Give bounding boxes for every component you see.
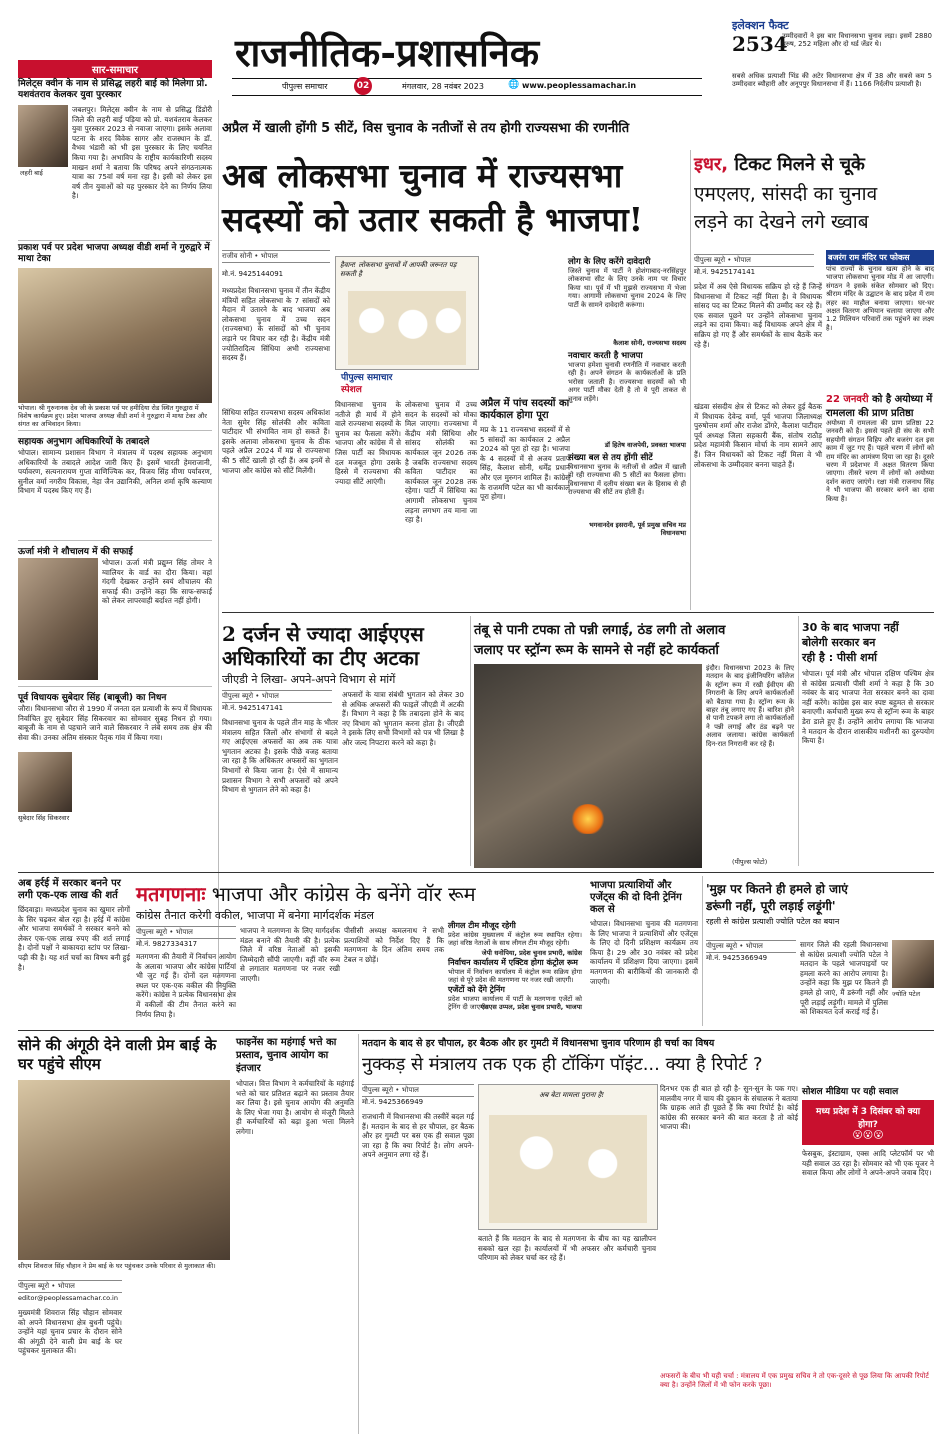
gurudwara-photo — [18, 268, 212, 403]
quotes-column — [568, 256, 686, 606]
ias-byline — [222, 690, 332, 703]
brief-headline-1: मिलेट्स क्वीन के नाम से प्रसिद्ध लहरी बाई को मिलेगा प्रो. यशवंतराव केलकर युवा पुरस्कार — [18, 79, 208, 100]
harrai-body: छिंदवाड़ा। मध्यप्रदेश चुनाव का खुमार लोगों के सिर चढ़कर बोल रहा है। हर्रई में कांग्रेस और भाजपा समर्थकों ने सरकार बनने को लेकर एक-एक लाख रुपए की शर्त लगाई है। दोनों पक्षों ने बाकायदा स्टांप पर लिखा-पढ़ी की है। यह शर्त चर्चा का विषय बनी हुई है। — [18, 905, 130, 972]
social-body: फेसबुक, इंस्टाग्राम, एक्स आदि प्लेटफॉर्म पर भी यही सवाल उठ रहा है। सोमवार को भी एक यूजर ने सवाल किया और लोगों ने अपने-अपने जवाब दिए। — [802, 1149, 934, 1178]
quote-name-1: कैलाश सोनी, राज्यसभा सदस्य — [613, 339, 686, 347]
matganana-mobile: मो.नं. 9827334317 — [136, 940, 198, 948]
ias-sub: जीएडी ने लिखा- अपने-अपने विभाग से मांगें — [222, 673, 396, 686]
ring-reporter: पीपुल्स ब्यूरो • भोपाल — [18, 1282, 75, 1290]
ias-head-2: अधिकारियों का टीए अटका — [222, 646, 420, 670]
cartoon-figures — [348, 291, 466, 365]
ram-date-line — [826, 391, 934, 405]
quote-name-3: भगवानदेव इसरानी, पूर्व प्रमुख सचिव मप्र विधानसभा — [589, 521, 686, 537]
idhar-head-2: एमएलए, सांसदी का चुनाव — [694, 183, 878, 205]
chaupal-byline — [362, 1084, 474, 1097]
lead-mobile: मो.नं. 9425144091 — [222, 270, 284, 278]
chaupal-story — [362, 1036, 934, 1436]
idhar-head-3: लड़ने का देखने लगे ख्वाब — [694, 211, 869, 233]
ias-mobile: मो.नं. 9425147141 — [222, 704, 284, 712]
tent-head-2: जलाए पर स्ट्रॉन्ग रूम के सामने से नहीं हटे कार्यकर्ता — [474, 643, 719, 658]
da-head: फाइनेंस का महंगाई भत्ते का प्रस्ताव, चुनाव आयोग का इंतजार — [236, 1037, 337, 1074]
ram-date: 22 जनवरी — [826, 394, 869, 405]
legal-team-name: जेपी धनोपिया, प्रदेश चुनाव प्रभारी, कांग्रेस — [481, 949, 582, 957]
matganana-para-3: पीसीसी अध्यक्ष कमलनाथ ने सभी प्रत्याशियों को निर्देश दिए हैं कि मतगणना के दिन अंतिम समय तक टेबल न छोड़ें। — [344, 926, 444, 964]
idhar-story — [694, 152, 934, 612]
chaupal-right: दिनभर एक ही बात हो रही है- सुन-सुन के पक गए। मालवीय नगर में चाय की दुकान के संचालक ने बताया कि ग्राहक आते ही पूछते हैं कि क्या रिपोर्ट है। कोई कांग्रेस की सरकार बनने की बात करता है तो कोई भाजपा की। — [660, 1084, 798, 1132]
pc-head-2: बोलेगी सरकार बन — [802, 636, 876, 649]
election-fact — [732, 18, 932, 110]
harrai-story — [18, 878, 130, 1018]
agents-training-name: एसएस उप्पल, प्रदेश चुनाव प्रभारी, भाजपा — [480, 1003, 582, 1011]
brief-body-5-top: जौरा। विधानसभा जौरा से 1990 में जनता दल प्रत्याशी के रूप में विधायक निर्वाचित हुए सुबेदार सिंह सिकरवार का सोमवार सुबह निधन हो गया। बाबूजी के नाम से पहचाने जाने वाले सिकरवार ने लंबे समय तक क्षेत्र की सेवा की। उनका अंतिम संस्कार पैतृक गांव में किया गया। — [18, 704, 212, 742]
jyoti-body: सागर जिले की रहली विधानसभा से कांग्रेस प्रत्याशी ज्योति पटेल ने मतदान के पहले भाजपाइयों पर हमला करने का आरोप लगाया है। उन्होंने कहा कि मुझ पर कितने ही हमले हो जाएं, मैं डरूंगी नहीं और पूरी लड़ाई लड़ूंगी। मामले में पुलिस को शिकायत दर्ज कराई गई है। — [800, 940, 888, 1017]
ring-caption: सीएम शिवराज सिंह चौहान ने प्रेम बाई के घर पहुंचकर उनके परिवार से मुलाकात की। — [18, 1262, 216, 1270]
matganana-story — [136, 880, 586, 1025]
ias-para-1: विधानसभा चुनाव के पहले तीन माह के भीतर मंत्रालय सहित जिलों और संभागों से बदले गए आईएएस अफसरों का अब तक यात्रा भुगतान अटका है। इसके पीछे वजह बताया जा रहा है कि अधिकतर अफसरों का भुगतान विभागों से किया जाना है। ऐसे में सामान्य प्रशासन विभाग ने सभी अफसरों को अपने विभाग से भुगतान लेने को कहा है। — [222, 718, 338, 795]
training-body: भोपाल। विधानसभा चुनाव की मतगणना के लिए भाजपा ने प्रत्याशियों और एजेंट्स के लिए दो दिनी प्रशिक्षण कार्यक्रम तय किया है। 29 और 30 नवंबर को प्रदेश कार्यालय में प्रशिक्षण दिया जाएगा। इसमें मतगणना की बारीकियों की जानकारी दी जाएगी। — [590, 919, 698, 986]
brief-headline-5: पूर्व विधायक सुबेदार सिंह (बाबूजी) का निधन — [18, 693, 167, 703]
da-story — [236, 1036, 354, 1436]
idhar-word: इधर, — [694, 154, 729, 175]
ring-photo — [18, 1080, 230, 1260]
ias-para-2: अफसरों के यात्रा संबंधी भुगतान को लेकर 30 से अधिक अफसरों की फाइलें जीएडी में अटकी हैं। विभाग ने कहा है कि तबादला होने के बाद नए विभाग को भुगतान करना होता है। जीएडी ने इसके लिए सभी विभागों को पत्र भी लिखा है और जल्द निपटारा करने को कहा है। — [342, 690, 464, 747]
control-room-head: निर्वाचन कार्यालय में एक्टिव होगा कंट्रोल रूम — [448, 958, 578, 967]
lead-para-2: सिंधिया सहित राज्यसभा सदस्य अधिकांश नेता सुमेर सिंह सोलंकी और कविता पाटीदार भी संभावित नाम हो सकते हैं। इसके अलावा लोकसभा चुनाव के ठीक पहले अप्रैल 2024 में मप्र से राज्यसभा की 5 सीटें खाली हो रही हैं। अब इनमें से भाजपा और कांग्रेस को सीटें मिलेंगी। — [222, 408, 330, 475]
paper-name: पीपुल्स समाचार — [282, 82, 328, 91]
energy-minister-photo — [18, 558, 98, 680]
idhar-mobile: मो.नं. 9425174141 — [694, 268, 756, 276]
emoji-icons: 😮😮😮 — [852, 1130, 884, 1141]
matganana-para-1: मतगणना की तैयारी में निर्वाचन आयोग के अलावा भाजपा और कांग्रेस पार्टियां भी जुट गई हैं। दोनों दल मतगणना स्थल पर एक-एक वकील की नियुक्ति करेंगे। कांग्रेस ने प्रत्येक विधानसभा क्षेत्र में वकीलों की टीम तैनात करने का निर्णय लिया है। — [136, 952, 236, 1019]
gurudwara-caption: भोपाल। श्री गुरुनानक देव जी के प्रकाश पर्व पर हमीदिया रोड स्थित गुरुद्वारा में विशेष कार्यक्रम हुए। प्रदेश भाजपा अध्यक्ष वीडी शर्मा ने गुरुद्वारा में माथा टेका और संगत का अभिवादन किया। — [18, 404, 207, 428]
quote-name-2: डॉ हितेष वाजपेयी, प्रवक्ता भाजपा — [604, 441, 686, 449]
pc-sharma-story — [802, 620, 934, 870]
jyoti-photo — [892, 940, 934, 988]
idhar-head-1-rest: टिकट मिलने से चूके — [734, 154, 865, 175]
lead-para-4: लोकसभा चुनाव में उच्च सदन के सदस्यों को मौका मिल जाएगा। राज्यसभा में केंद्रीय मंत्री सिंधिया और सांसद सोलंकी का कार्यकाल जून 2026 तक है जबकि राज्यसभा सदस्य कविता पाटीदार का कार्यकाल जून 2028 तक रहेगा। पार्टी में सिंधिया का आगामी लोकसभा चुनाव लड़ना लगभग तय माना जा रहा है। — [405, 400, 477, 525]
lahri-bai-photo — [18, 105, 68, 167]
chaupal-reporter: पीपुल्स ब्यूरो • भोपाल — [362, 1086, 419, 1094]
brief-body-4: भोपाल। ऊर्जा मंत्री प्रद्युम्न सिंह तोमर ने ग्वालियर के वार्ड का दौरा किया। वहां गंदगी देखकर उन्होंने स्वयं शौचालय की सफाई की। उन्होंने कहा कि साफ-सफाई को लेकर लापरवाही बर्दाश्त नहीं होगी। — [102, 558, 212, 606]
ram-box-head: बजरंग राम मंदिर पर फोकस — [826, 250, 934, 265]
matganana-headline: भाजपा और कांग्रेस के बनेंगे वॉर रूम — [211, 882, 476, 906]
social-box — [802, 1084, 934, 1368]
social-question — [802, 1100, 934, 1145]
ram-body: अयोध्या में रामलला की प्राण प्रतिष्ठा 22 जनवरी को है। इससे पहले ही संघ के सभी सहयोगी संगठन विहिप और बजरंग दल इस काम में जुट गए हैं। पहले चरण में लोगों को राम मंदिर का आमंत्रण दिया जा रहा है। दूसरे चरण में प्रदेशभर में अक्षत वितरण किया जाएगा। तीसरे चरण में लोगों को अयोध्या दर्शन कराए जाएंगे। रक्षा मंत्री राजनाथ सिंह ने भी भाजपा की सरकार बनने का दावा किया है। — [826, 419, 934, 503]
election-fact-number: 2534 — [732, 32, 788, 56]
ias-story — [222, 620, 464, 870]
ias-reporter: पीपुल्स ब्यूरो • भोपाल — [222, 692, 279, 700]
jyoti-head-1: 'मुझ पर कितने ही हमले हो जाएं — [706, 882, 848, 896]
social-question-text: मध्य प्रदेश में 3 दिसंबर को क्या होगा? — [815, 1107, 921, 1130]
tent-photo — [474, 664, 702, 868]
pc-body: भोपाल। पूर्व मंत्री और भोपाल दक्षिण पश्चिम क्षेत्र से कांग्रेस प्रत्याशी पीसी शर्मा ने कहा है कि 30 नवंबर के बाद भाजपा नेता सरकार बनने का दावा नहीं करेंगे। कांग्रेस इस बार स्पष्ट बहुमत से सरकार बनाएगी। कर्मचारी मुख्य रूप से स्ट्रॉन्ग रूम के बाहर डेरा डाले हुए हैं। उन्होंने आरोप लगाया कि भाजपा ने मतदान के दौरान शासकीय मशीनरी का दुरुपयोग किया है। — [802, 669, 934, 746]
ring-body: मुख्यमंत्री शिवराज सिंह चौहान सोमवार को अपने विधानसभा क्षेत्र बुधनी पहुंचे। उन्होंने यहां चुनाव प्रचार के दौरान सोने की अंगूठी देने वाली प्रेम बाई के घर पहुंचकर मुलाकात की। — [18, 1308, 122, 1356]
chaupal-mid: बताते हैं कि मतदान के बाद से मतगणना के बीच का यह खालीपन सबको खल रहा है। कार्यालयों में भी अफसर और कर्मचारी चुनाव परिणाम को लेकर चर्चा कर रहे हैं। — [478, 1234, 656, 1263]
pc-head-1: 30 के बाद भाजपा नहीं — [802, 621, 899, 634]
lead-para-1: मध्यप्रदेश विधानसभा चुनाव में तीन केंद्रीय मंत्रियों सहित लोकसभा के 7 सांसदों को मैदान में उतारने के बाद भाजपा अब लोकसभा चुनाव में उच्च सदन (राज्यसभा) के सांसदों को भी चुनाव लड़ाने पर विचार कर रही है। केंद्रीय मंत्री ज्योतिरादित्य सिंधिया अभी राज्यसभा सदस्य हैं। — [222, 286, 330, 363]
website[interactable]: www.peoplessamachar.in — [522, 81, 637, 90]
jyoti-sub: रहली से कांग्रेस प्रत्याशी ज्योति पटेल का बयान — [706, 917, 840, 926]
jyoti-byline — [706, 940, 796, 953]
matganana-head-line — [136, 880, 586, 907]
lead-headline-1: अब लोकसभा चुनाव में राज्यसभा — [222, 156, 623, 195]
april-head: अप्रैल में पांच सदस्यों का कार्यकाल होगा पूरा — [480, 398, 570, 421]
idhar-head-1 — [694, 152, 934, 176]
social-head: सोशल मीडिया पर यही सवाल — [802, 1087, 899, 1097]
sar-samachar-label: सार-समाचार — [18, 60, 212, 78]
ram-mandir-box — [826, 250, 934, 610]
quote-body-2: भाजपा हमेशा चुनावी रणनीति में नवाचार करती रही है। अपने संगठन के कार्यकर्ताओं के प्रति भरोसा जताती है। राज्यसभा सदस्यों को भी अगर पार्टी मौका देती है तो वे पूरी ताकत से चुनाव लड़ेंगे। — [568, 361, 686, 403]
lead-byline — [222, 250, 330, 263]
election-fact-label: इलेक्शन फैक्ट — [732, 19, 789, 32]
quote-head-1: लोग के लिए करेंगे दावेदारी — [568, 257, 651, 267]
sar-samachar — [18, 60, 212, 1010]
quote-head-3: संख्या बल से तय होंगी सीटें — [568, 453, 653, 463]
pc-head-3: रही है : पीसी शर्मा — [802, 651, 878, 664]
special-label — [335, 370, 477, 396]
special-tag: स्पेशल — [341, 385, 362, 395]
brief-headline-4: ऊर्जा मंत्री ने शौचालय में की सफाई — [18, 547, 133, 557]
ring-email[interactable]: editor@peoplessamachar.co.in — [18, 1294, 118, 1302]
matganana-para-2: भाजपा ने मतगणना के लिए मार्गदर्शक मंडल बनाने की तैयारी की है। प्रत्येक जिले में वरिष्ठ नेताओं को इसकी जिम्मेदारी सौंपी जाएगी। वहीं वॉर रूम से लगातार मतगणना पर नजर रखी जाएगी। — [240, 926, 340, 983]
matganana-side — [448, 920, 582, 1024]
lead-reporter: राजीव सोनी • भोपाल — [222, 252, 278, 260]
lead-kicker: अप्रैल में खाली होंगी 5 सीटें, विस चुनाव के नतीजों से तय होगी राज्यसभा की रणनीति — [222, 121, 630, 136]
jyoti-caption: ज्योति पटेल — [892, 990, 921, 998]
jyoti-head-2: डरूंगी नहीं, पूरी लड़ाई लड़ूंगी' — [706, 899, 836, 913]
ring-head: सोने की अंगूठी देने वाली प्रेम बाई के घर पहुंचे सीएम — [18, 1036, 217, 1073]
control-room-body: भोपाल में निर्वाचन कार्यालय में कंट्रोल रूम सक्रिय होगा जहां से पूरे प्रदेश की मतगणना पर नजर रखी जाएगी। — [448, 968, 582, 984]
lead-headline-2: सदस्यों को उतार सकती है भाजपा! — [222, 200, 644, 239]
da-body: भोपाल। वित्त विभाग ने कर्मचारियों के महंगाई भत्ते को चार प्रतिशत बढ़ाने का प्रस्ताव तैयार कर लिया है। इसे चुनाव आयोग की अनुमति के लिए भेजा गया है। आयोग से मंजूरी मिलते ही कर्मचारियों को बढ़ा हुआ भत्ता मिलने लगेगा। — [236, 1079, 354, 1136]
page-number: 02 — [354, 77, 372, 95]
date: मंगलवार, 28 नवंबर 2023 — [402, 82, 484, 91]
tent-body: इंदौर। विधानसभा 2023 के लिए मतदान के बाद इंजीनियरिंग कॉलेज के स्ट्रॉन्ग रूम में रखी ईवीएम की निगरानी के लिए अपने कार्यकर्ताओं को बैठाया गया है। स्ट्रॉन्ग रूम के बाहर तंबू लगाए गए हैं। बारिश होने से पानी टपकने लगा तो कार्यकर्ताओं ने पन्नी लगाई और ठंड बढ़ने पर अलाव जलाया। कांग्रेस कार्यकर्ता दिन-रात निगरानी कर रहे हैं। — [706, 664, 794, 748]
chaupal-body: राजधानी में विधानसभा की तस्वीरें बदल गई हैं। मतदान के बाद से हर चौपाल, हर बैठक और हर गुमटी पर बस एक ही सवाल पूछा जा रहा है कि क्या रिपोर्ट है। लोग अपने-अपने अनुमान लगा रहे हैं। — [362, 1112, 474, 1160]
masthead-title: राजनीतिक-प्रशासनिक — [235, 30, 540, 75]
special-paper: पीपुल्स समाचार — [341, 373, 393, 383]
matganana-kicker: मतगणनाः — [136, 882, 206, 906]
chaupal-kicker: मतदान के बाद से हर चौपाल, हर बैठक और हर गुमटी में विधानसभा चुनाव परिणाम ही चर्चा का विषय — [362, 1038, 715, 1049]
subedar-singh-caption: सुबेदार सिंह सिकरवार — [18, 814, 70, 822]
lead-para-3: विधानसभा चुनाव के नतीजे ही मार्च में होने वाले राज्यसभा सदस्यों के चुनाव का फैसला करेंगे। भाजपा और कांग्रेस में से जिस पार्टी का विधायक दल मजबूत होगा उसके हिस्से में राज्यसभा की ज्यादा सीटें आएंगी। — [335, 400, 401, 486]
quote-head-2: नवाचार करती है भाजपा — [568, 351, 643, 361]
masthead-strip — [232, 78, 702, 96]
agents-training-body: प्रदेश भाजपा कार्यालय में पार्टी के मतगणना एजेंटों को ट्रेनिंग दी जाएगी। — [448, 995, 582, 1011]
cartoon-bubble: हैवान! लोकसभा चुनावों में आपकी जरूरत पड़ सकती है — [340, 261, 457, 278]
subedar-singh-photo — [18, 752, 72, 812]
matganana-sub: कांग्रेस तैनात करेगी वकील, भाजपा में बनेगा मार्गदर्शक मंडल — [136, 909, 374, 922]
election-fact-text: उम्मीदवारों ने इस बार विधानसभा चुनाव लड़ा। इसमें 2880 पुरुष, 252 महिला और दो थर्ड जेंडर थे। — [782, 32, 932, 49]
april-body: मप्र के 11 राज्यसभा सदस्यों में से 5 सांसदों का कार्यकाल 2 अप्रैल 2024 को पूरा हो रहा है। भाजपा के 4 सदस्यों में से अजय प्रताप सिंह, कैलाश सोनी, धर्मेंद्र प्रधान और एल मुरुगन शामिल हैं। कांग्रेस के राजमणि पटेल का भी कार्यकाल पूरा होगा। — [480, 425, 570, 502]
quote-body-1: जिस्ते चुनाव में पार्टी ने होशंगाबाद-नरसिंहपुर लोकसभा सीट के लिए उनके नाम पर विचार किया था। पूर्व में भी मुझसे राज्यसभा में भेजा गया। आगामी लोकसभा चुनाव 2024 के लिए पार्टी के सामने दावेदारी करूंगा। — [568, 267, 686, 309]
chaupal-headline: नुक्कड़ से मंत्रालय तक एक ही टॉकिंग पॉइंट... क्या है रिपोर्ट ? — [362, 1054, 763, 1075]
cartoon — [335, 256, 479, 370]
chaupal-mobile: मो.नं. 9425366949 — [362, 1098, 424, 1106]
jyoti-reporter: पीपुल्स ब्यूरो • भोपाल — [706, 942, 763, 950]
tent-credit: (पीपुल्स फोटो) — [732, 858, 768, 866]
lahri-bai-caption: लहरी बाई — [20, 169, 43, 177]
idhar-reporter: पीपुल्स ब्यूरो • भोपाल — [694, 256, 751, 264]
chaupal-cartoon — [478, 1084, 658, 1230]
ram-date-rest: को है अयोध्या में — [872, 394, 933, 405]
legal-team-body: प्रदेश कांग्रेस मुख्यालय में कंट्रोल रूम स्थापित रहेगा। जहां वरिष्ठ नेताओं के साथ लीगल टीम मौजूद रहेगी। — [448, 931, 582, 947]
matganana-byline — [136, 926, 236, 939]
globe-icon: 🌐 — [508, 80, 520, 90]
chaupal-cartoon-bubble: अब बेटा मामला पुराना है! — [539, 1091, 605, 1099]
ram-box-body: पांच राज्यों के चुनाव खत्म होने के बाद भाजपा लोकसभा चुनाव मोड में आ जाएगी। संगठन ने इसके संकेत सोमवार को दिए। श्रीराम मंदिर के उद्घाटन के बाद प्रदेश में राम लहर का माहौल बनाया जाएगा। घर-घर अक्षत वितरण अभियान चलाया जाएगा और 1.2 मिलियन परिवारों तक पहुंचने का लक्ष्य है। — [826, 265, 934, 332]
training-head: भाजपा प्रत्याशियों और एजेंट्स की दो दिनी ट्रेनिंग कल से — [590, 880, 682, 915]
chaupal-footer: अफसरों के बीच भी यही चर्चा : मंत्रालय में एक प्रमुख सचिव ने तो एक-दूसरे से पूछ लिया कि आपकी रिपोर्ट क्या है। उन्होंने जिलों में भी फोन करके पूछा। — [660, 1372, 929, 1389]
ram-head: रामलला की प्राण प्रतिष्ठा — [826, 408, 914, 419]
idhar-para-2: खंडवा संसदीय क्षेत्र से टिकट को लेकर हुई बैठक में विधायक देवेन्द्र वर्मा, पूर्व भाजपा जिलाध्यक्ष पुरुषोत्तम शर्मा और राजेश डोंगरे, कैलाश पाटीदार पूर्व अध्यक्ष जिला सहकारी बैंक, संतोष राठौड़ प्रदेश महामंत्री किसान मोर्चा के नाम सामने आए हैं। जिन विधायकों को टिकट नहीं मिला वे भी लोकसभा के उम्मीदवार बनना चाहते हैं। — [694, 402, 822, 469]
election-fact-text-2: सबसे अधिक प्रत्याशी भिंड की अटेर विधानसभा क्षेत्र में 38 और सबसे कम 5 उम्मीदवार ब्यौहारी और अनूपपुर विधानसभा में हैं। 1166 निर्दलीय प्रत्याशी है। — [732, 72, 932, 89]
april-box — [480, 398, 570, 594]
tent-head-1: तंबू से पानी टपका तो पन्नी लगाई, ठंड लगी तो अलाव — [474, 623, 726, 638]
ring-story — [18, 1036, 230, 1436]
idhar-para-1: प्रदेश में अब ऐसे विधायक सक्रिय हो रहे हैं जिन्हें विधानसभा में टिकट नहीं मिला है। वे विधायक सांसद पद का टिकट मिलने की उम्मीद कर रहे हैं। एक सवाल पूछने पर उन्होंने लोकसभा चुनाव लड़ने का दावा किया। कई विधायक अपने क्षेत्र में सक्रिय हो गए हैं और समर्थकों के साथ बैठकें कर रहे हैं। — [694, 282, 822, 349]
ias-head-1: 2 दर्जन से ज्यादा आईएएस — [222, 622, 424, 646]
brief-headline-2: प्रकाश पर्व पर प्रदेश भाजपा अध्यक्ष वीडी शर्मा ने गुरुद्वारे में माथा टेका — [18, 243, 210, 264]
brief-body-3: भोपाल। सामान्य प्रशासन विभाग ने मंत्रालय में पदस्थ सहायक अनुभाग अधिकारियों के तबादले आदेश जारी किए हैं। इसमें भारती हेमराजानी, पर्यावरण, सत्यनारायण गुप्ता वाणिज्यिक कर, विजय सिंह मीणा पर्यावरण, सुनील वर्मा नगरीय विकास, नेहा जैन उद्यानिकी, अनिल शर्मा कृषि कल्याण विभाग में पदस्थ किए गए हैं। — [18, 448, 212, 496]
matganana-reporter: पीपुल्स ब्यूरो • भोपाल — [136, 928, 193, 936]
ring-byline — [18, 1280, 122, 1293]
legal-team-head: लीगल टीम मौजूद रहेगी — [448, 921, 516, 930]
tent-story — [474, 620, 794, 870]
quote-body-3: विधानसभा चुनाव के नतीजों से अप्रैल में खाली हो रही राज्यसभा की 5 सीटों का फैसला होगा। विधानसभा में दलीय संख्या बल के हिसाब से ही राज्यसभा की सीटें तय होती हैं। — [568, 463, 686, 497]
harrai-head: अब हर्रई में सरकार बनने पर लगी एक-एक लाख की शर्त — [18, 878, 121, 901]
idhar-byline — [694, 254, 814, 267]
jyoti-mobile: मो.नं. 9425366949 — [706, 954, 768, 962]
brief-body-1: जबलपुर। मिलेट्स क्वीन के नाम से प्रसिद्ध डिंडोरी जिले की लहरी बाई पड़िया को प्रो. यशवंतराव केलकर युवा पुरस्कार 2023 से नवाजा जाएगा। इसके अलावा पटना के शरद विवेक सागर और राजस्थान के डॉ. वैभव भंडारी को भी इस पुरस्कार के लिए चयनित किया गया है। अभाविप के राष्ट्रीय कार्यकारिणी सदस्य माखन शर्मा ने बताया कि परिषद अपने संगठनात्मक यात्रा का 75वां वर्ष मना रहा है। इसी को लेकर इस वर्ष तीन युवाओं को यह पुरस्कार देने का निर्णय लिया है। — [72, 105, 212, 201]
brief-headline-3: सहायक अनुभाग अधिकारियों के तबादले — [18, 437, 150, 447]
bonfire — [570, 804, 606, 834]
agents-training-head: एजेंटों को देंगे ट्रेनिंग — [448, 985, 505, 994]
jyoti-story — [706, 880, 934, 1025]
chaupal-cartoon-figures — [489, 1115, 647, 1223]
training-story — [590, 880, 698, 1025]
